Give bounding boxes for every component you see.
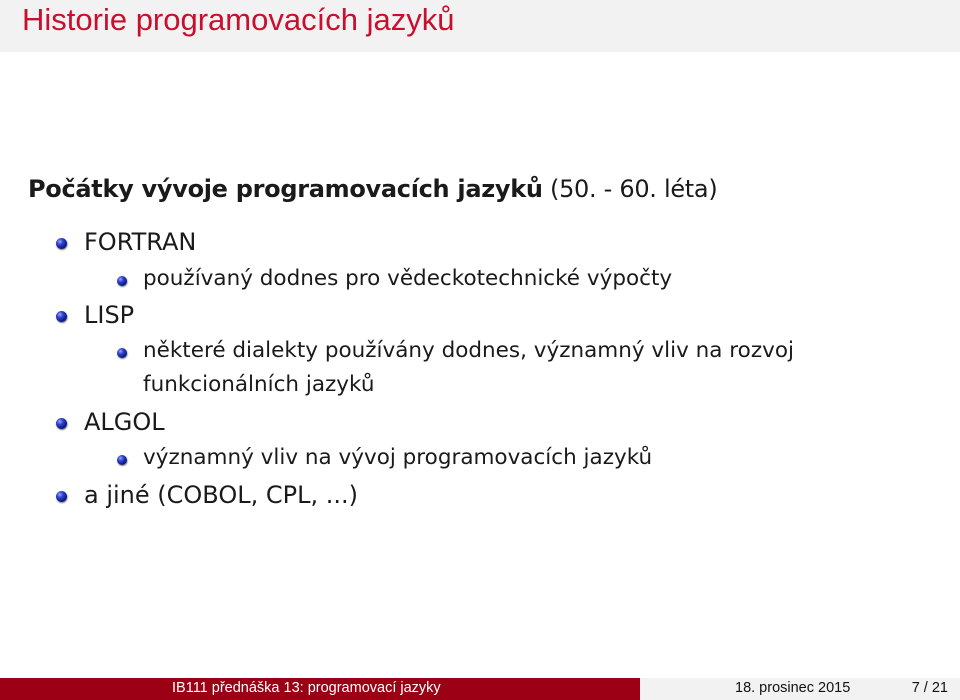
footer-left xyxy=(0,678,640,700)
bullet-icon xyxy=(117,276,127,286)
bullet-icon xyxy=(56,418,67,429)
list-item-fortran: FORTRAN xyxy=(84,228,197,256)
list-item-algol: ALGOL xyxy=(84,408,165,436)
footer-right xyxy=(640,678,960,700)
list-item-lisp: LISP xyxy=(84,301,135,329)
section-heading-period: (50. - 60. léta) xyxy=(550,175,718,203)
bullet-icon xyxy=(117,455,127,465)
list-item-others: a jiné (COBOL, CPL, ...) xyxy=(84,481,358,509)
frame-title-bar xyxy=(0,0,960,52)
footer-page-number: 7 / 21 xyxy=(911,680,948,696)
subitem-lisp-line1: některé dialekty používány dodnes, významný vliv na rozvoj xyxy=(143,338,794,363)
footer-bar xyxy=(0,678,960,700)
section-heading xyxy=(28,175,717,203)
footer-course-title: IB111 přednáška 13: programovací jazyky xyxy=(172,680,441,696)
section-heading-bold: Počátky vývoje programovacích jazyků xyxy=(28,175,543,203)
subitem-fortran: používaný dodnes pro vědeckotechnické výpočty xyxy=(143,266,673,291)
footer-date: 18. prosinec 2015 xyxy=(735,680,851,696)
bullet-icon xyxy=(117,348,127,358)
slide-title: Historie programovacích jazyků xyxy=(22,2,455,37)
bullet-icon xyxy=(56,491,67,502)
subitem-lisp-line2: funkcionálních jazyků xyxy=(143,372,375,397)
bullet-icon xyxy=(56,238,67,249)
bullet-icon xyxy=(56,311,67,322)
subitem-algol: významný vliv na vývoj programovacích jazyků xyxy=(143,445,653,470)
